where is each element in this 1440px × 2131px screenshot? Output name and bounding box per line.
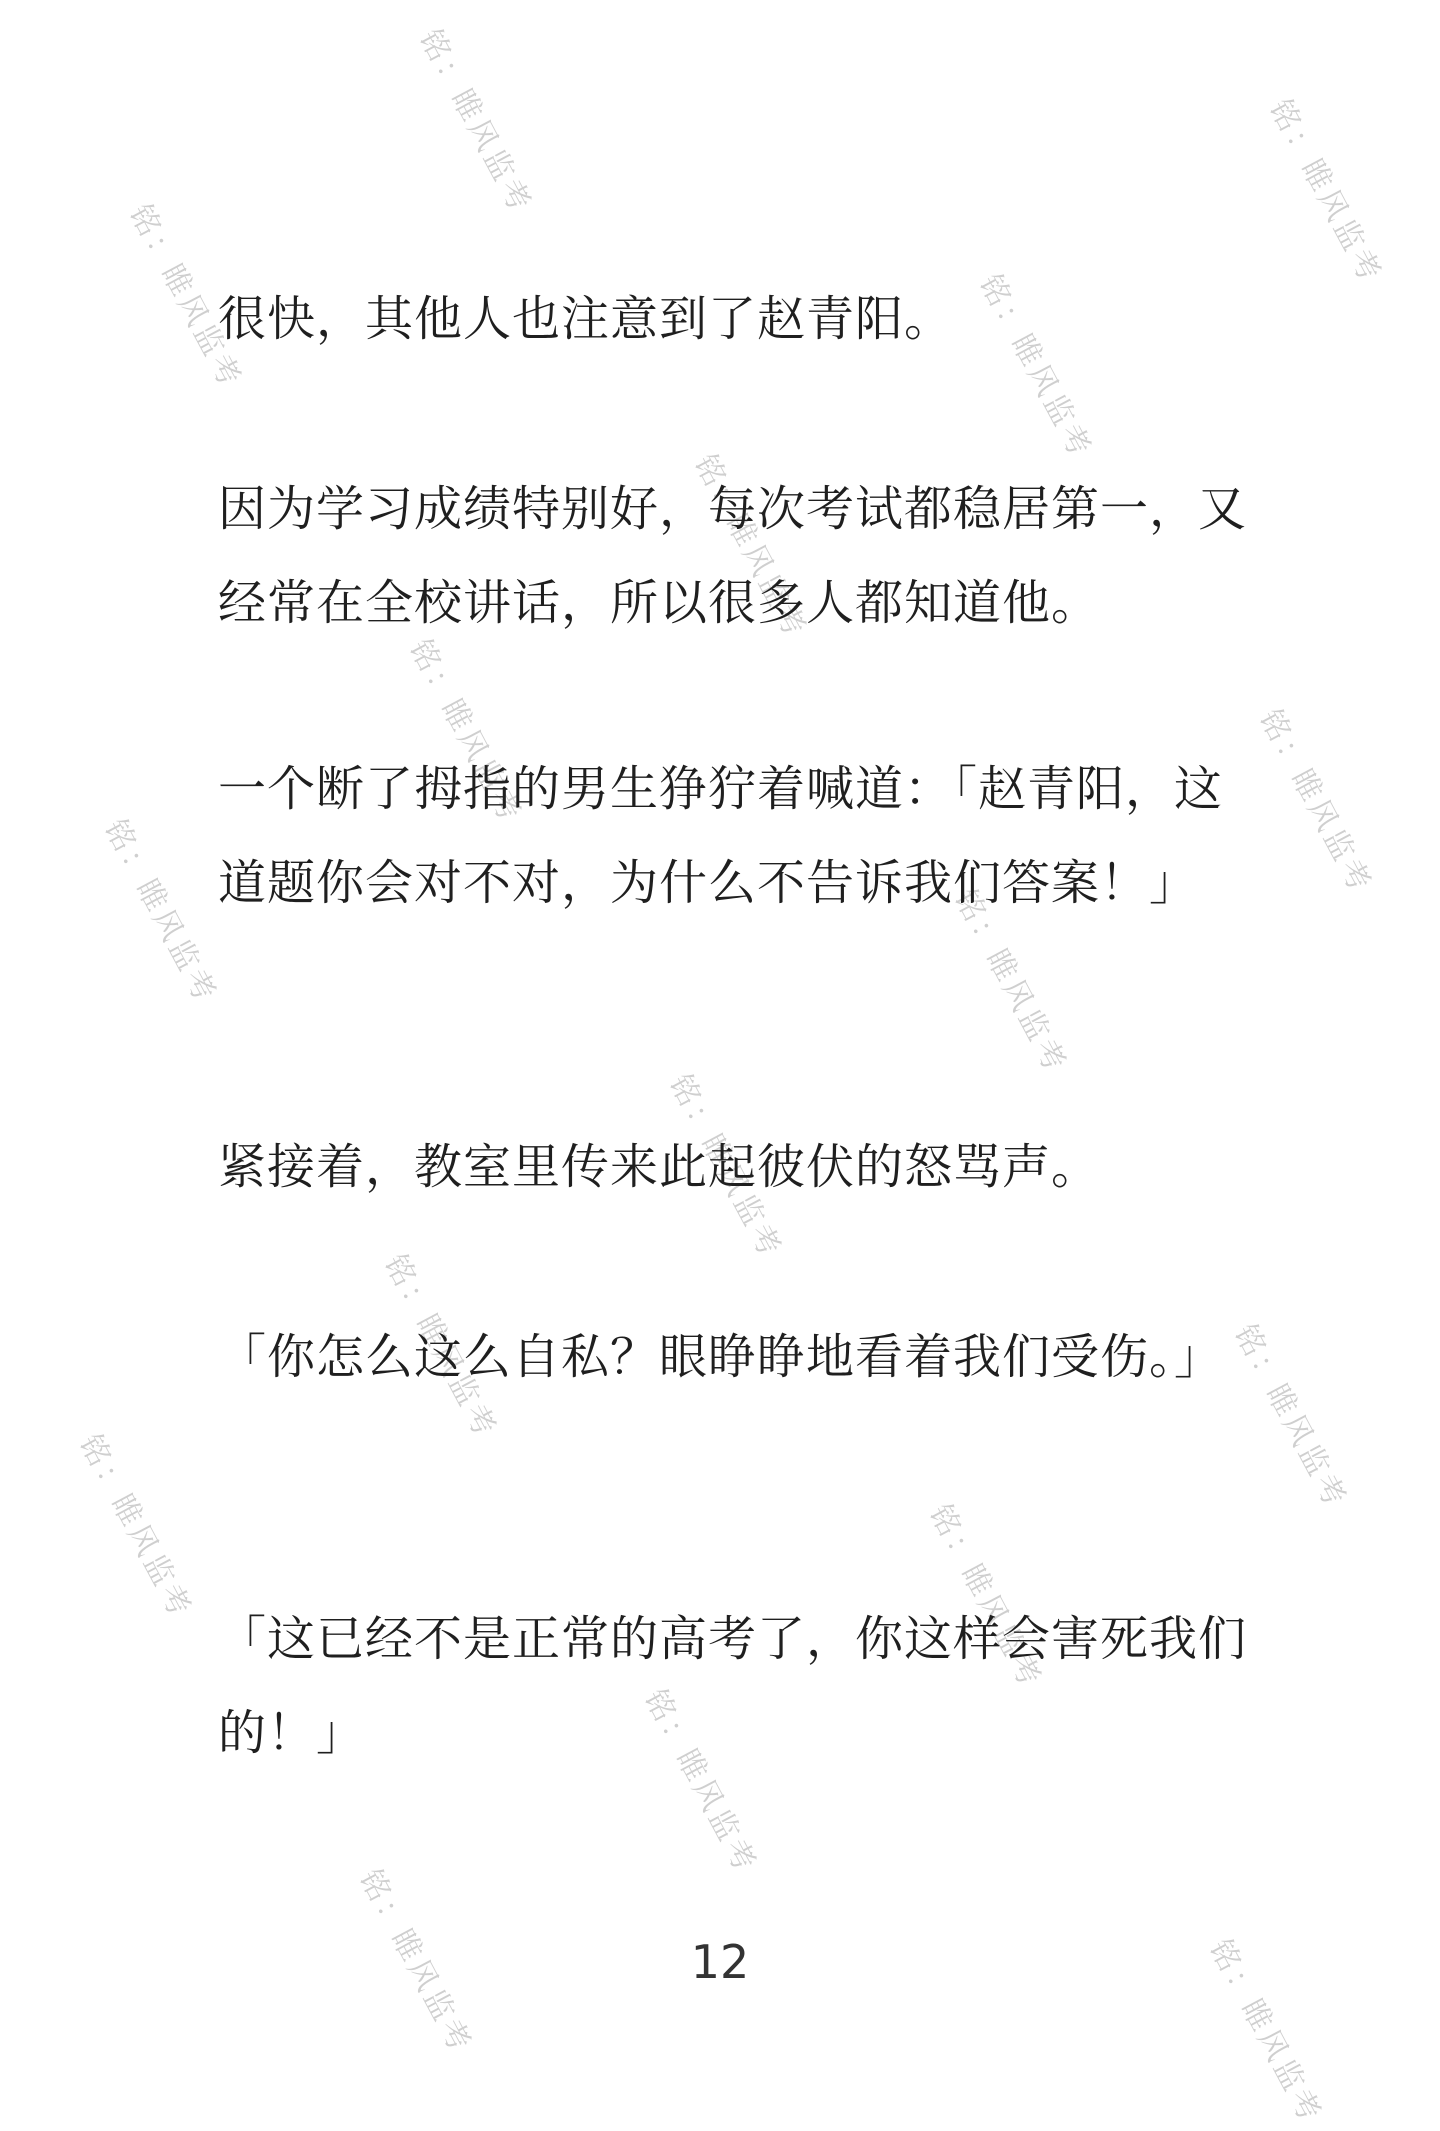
watermark-text: 铭：睢风监考 <box>1202 1933 1329 2131</box>
watermark-text: 铭：睢风监考 <box>922 1498 1049 1696</box>
watermark-text: 铭：睢风监考 <box>72 1428 199 1626</box>
watermark-text: 铭：睢风监考 <box>637 1683 764 1881</box>
paragraph: 因为学习成绩特别好，每次考试都稳居第一，又经常在全校讲话，所以很多人都知道他。 <box>218 481 1248 631</box>
watermark-text: 铭：睢风监考 <box>97 813 224 1011</box>
watermark-text: 铭：睢风监考 <box>352 1863 479 2061</box>
paragraph: 紧接着，教室里传来此起彼伏的怒骂声。 <box>218 1139 1101 1195</box>
page-number: 12 <box>690 1935 750 1989</box>
paragraph: 一个断了拇指的男生狰狞着喊道：「赵青阳，这道题你会对不对，为什么不告诉我们答案！」 <box>218 761 1224 911</box>
watermark-text: 铭：睢风监考 <box>377 1248 504 1446</box>
paragraph: 「这已经不是正常的高考了，你这样会害死我们的！」 <box>218 1611 1248 1761</box>
watermark-text: 铭：睢风监考 <box>1262 93 1389 291</box>
watermark-text: 铭：睢风监考 <box>687 448 814 646</box>
watermark-text: 铭：睢风监考 <box>947 883 1074 1081</box>
paragraph: 很快，其他人也注意到了赵青阳。 <box>218 291 954 347</box>
watermark-text: 铭：睢风监考 <box>1252 703 1379 901</box>
watermark-text: 铭：睢风监考 <box>972 268 1099 466</box>
watermark-text: 铭：睢风监考 <box>1227 1318 1354 1516</box>
watermark-text: 铭：睢风监考 <box>402 633 529 831</box>
watermark-text: 铭：睢风监考 <box>662 1068 789 1266</box>
watermark-text: 铭：睢风监考 <box>122 198 249 396</box>
watermark-text: 铭：睢风监考 <box>412 23 539 221</box>
paragraph: 「你怎么这么自私？眼睁睁地看着我们受伤。」 <box>218 1329 1224 1385</box>
